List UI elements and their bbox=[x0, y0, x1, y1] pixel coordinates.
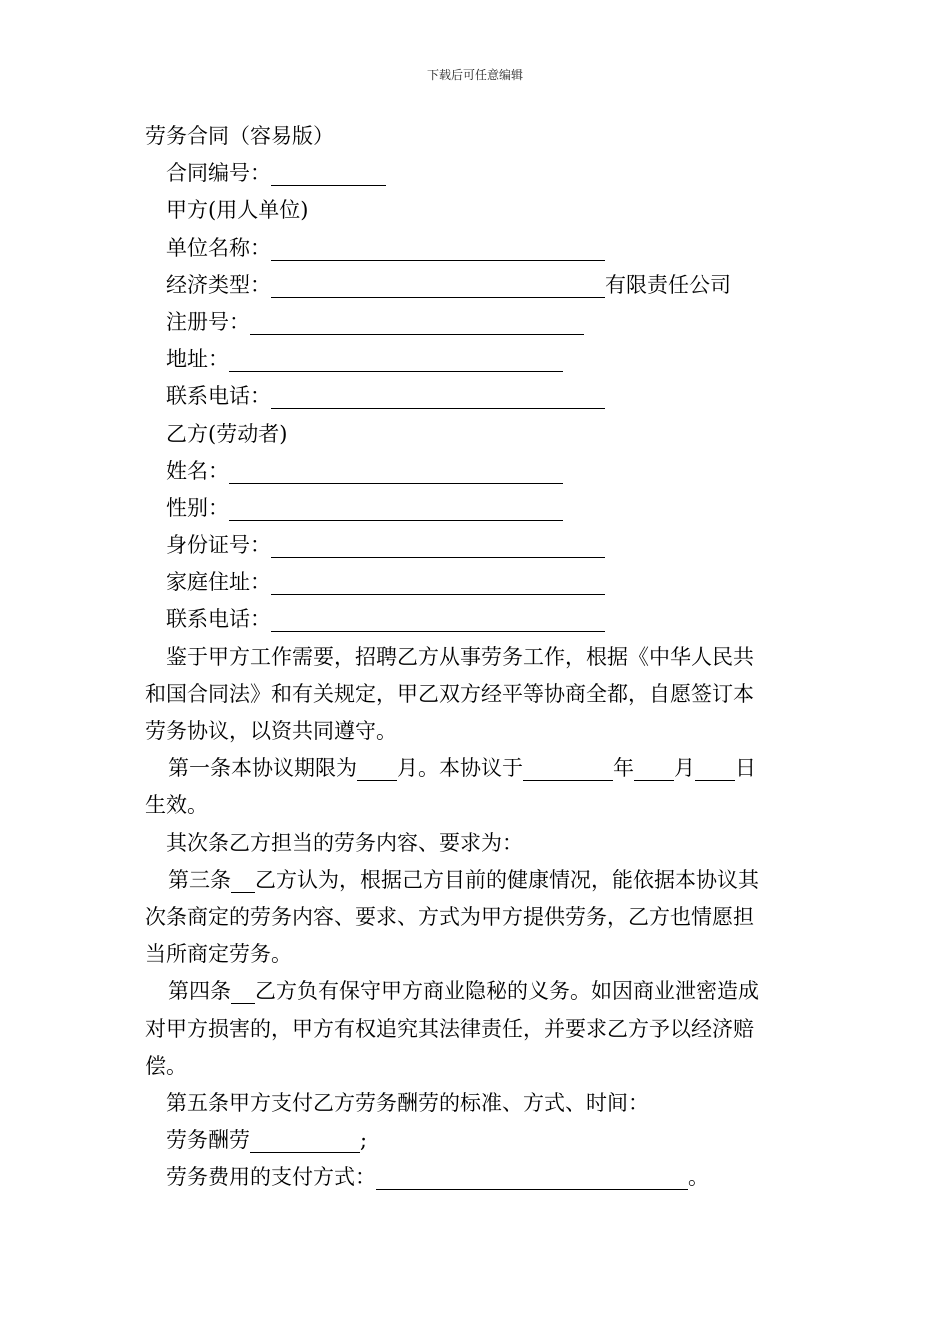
start-day-blank[interactable] bbox=[695, 754, 735, 781]
pay-suffix: ; bbox=[360, 1128, 368, 1153]
party-a-phone-blank[interactable] bbox=[271, 382, 605, 409]
article-4-line-2: 对甲方损害的，甲方有权追究其法律责任，并要求乙方予以经济赔 bbox=[145, 1016, 754, 1041]
contract-document bbox=[145, 118, 805, 1196]
party-b-phone-label: 联系电话： bbox=[166, 607, 271, 632]
home-label: 家庭住址： bbox=[166, 570, 271, 595]
preamble-line-1: 鉴于甲方工作需要，招聘乙方从事劳务工作，根据《中华人民共 bbox=[166, 644, 754, 669]
party-b-phone-blank[interactable] bbox=[271, 605, 605, 632]
reg-no-label: 注册号： bbox=[166, 309, 250, 334]
article-1-text-c: 年 bbox=[613, 756, 634, 781]
gender-label: 性别： bbox=[166, 495, 229, 520]
name-row bbox=[145, 453, 805, 490]
pay-label: 劳务酬劳 bbox=[166, 1128, 250, 1153]
contract-no-blank[interactable] bbox=[271, 159, 386, 186]
article-4-line-3: 偿。 bbox=[145, 1053, 187, 1078]
reg-no-blank[interactable] bbox=[250, 308, 584, 335]
article-1-text-d: 月 bbox=[674, 756, 695, 781]
article-4-line-1 bbox=[145, 973, 805, 1010]
contract-no-label: 合同编号： bbox=[166, 161, 271, 186]
home-row bbox=[145, 564, 805, 601]
article-1-line-2: 生效。 bbox=[145, 793, 208, 818]
start-month-blank[interactable] bbox=[634, 754, 674, 781]
article-3-line-3: 当所商定劳务。 bbox=[145, 942, 292, 967]
term-months-blank[interactable] bbox=[357, 754, 397, 781]
pay-blank[interactable] bbox=[250, 1126, 360, 1153]
article-4-prefix: 第四条 bbox=[168, 979, 231, 1004]
id-row bbox=[145, 527, 805, 564]
pay-row bbox=[145, 1122, 805, 1159]
article-2: 其次条乙方担当的劳务内容、要求为： bbox=[166, 830, 523, 855]
pay-method-label: 劳务费用的支付方式： bbox=[166, 1165, 376, 1190]
pay-method-blank[interactable] bbox=[376, 1163, 688, 1190]
party-a-phone-label: 联系电话： bbox=[166, 384, 271, 409]
unit-name-row bbox=[145, 230, 805, 267]
gender-blank[interactable] bbox=[229, 494, 563, 521]
party-a-heading: 甲方(用人单位) bbox=[166, 198, 309, 223]
economy-type-row bbox=[145, 267, 805, 304]
pay-method-row bbox=[145, 1159, 805, 1196]
contract-no-row bbox=[145, 155, 805, 192]
reg-no-row bbox=[145, 304, 805, 341]
article-3-text-1: 乙方认为，根据己方目前的健康情况，能依据本协议其 bbox=[255, 867, 759, 892]
preamble-line-3: 劳务协议，以资共同遵守。 bbox=[145, 719, 397, 743]
article-4-text-1: 乙方负有保守甲方商业隐秘的义务。如因商业泄密造成 bbox=[255, 979, 759, 1004]
start-year-blank[interactable] bbox=[523, 754, 613, 781]
preamble-line-2: 和国合同法》和有关规定，甲乙双方经平等协商全都，自愿签订本 bbox=[145, 681, 754, 706]
address-row bbox=[145, 341, 805, 378]
article-4-blank[interactable] bbox=[231, 977, 255, 1004]
economy-type-blank[interactable] bbox=[271, 271, 605, 298]
article-3-line-2: 次条商定的劳务内容、要求、方式为甲方提供劳务，乙方也情愿担 bbox=[145, 904, 754, 929]
article-1-text-a: 第一条本协议期限为 bbox=[168, 756, 357, 781]
name-label: 姓名： bbox=[166, 458, 229, 483]
unit-name-label: 单位名称： bbox=[166, 235, 271, 260]
name-blank[interactable] bbox=[229, 457, 563, 484]
pay-method-suffix: 。 bbox=[688, 1165, 709, 1190]
id-blank[interactable] bbox=[271, 531, 605, 558]
gender-row bbox=[145, 490, 805, 527]
address-label: 地址： bbox=[166, 347, 229, 372]
contract-title: 劳务合同（容易版） bbox=[145, 124, 334, 148]
article-1-line-1 bbox=[145, 750, 805, 787]
economy-type-label: 经济类型： bbox=[166, 272, 271, 297]
party-b-phone-row bbox=[145, 601, 805, 638]
address-blank[interactable] bbox=[229, 345, 563, 372]
home-blank[interactable] bbox=[271, 568, 605, 595]
id-label: 身份证号： bbox=[166, 533, 271, 558]
article-1-text-e: 日 bbox=[735, 756, 756, 781]
page-header: 下载后可任意编辑 bbox=[426, 68, 523, 82]
article-1-text-b: 月。本协议于 bbox=[397, 756, 523, 781]
article-3-line-1 bbox=[145, 862, 805, 899]
party-b-heading: 乙方(劳动者) bbox=[166, 421, 288, 446]
party-a-phone-row bbox=[145, 378, 805, 415]
article-3-blank[interactable] bbox=[231, 866, 255, 893]
article-5: 第五条甲方支付乙方劳务酬劳的标准、方式、时间： bbox=[166, 1090, 649, 1115]
unit-name-blank[interactable] bbox=[271, 234, 605, 261]
article-3-prefix: 第三条 bbox=[168, 867, 231, 892]
economy-type-suffix: 有限责任公司 bbox=[605, 272, 731, 297]
